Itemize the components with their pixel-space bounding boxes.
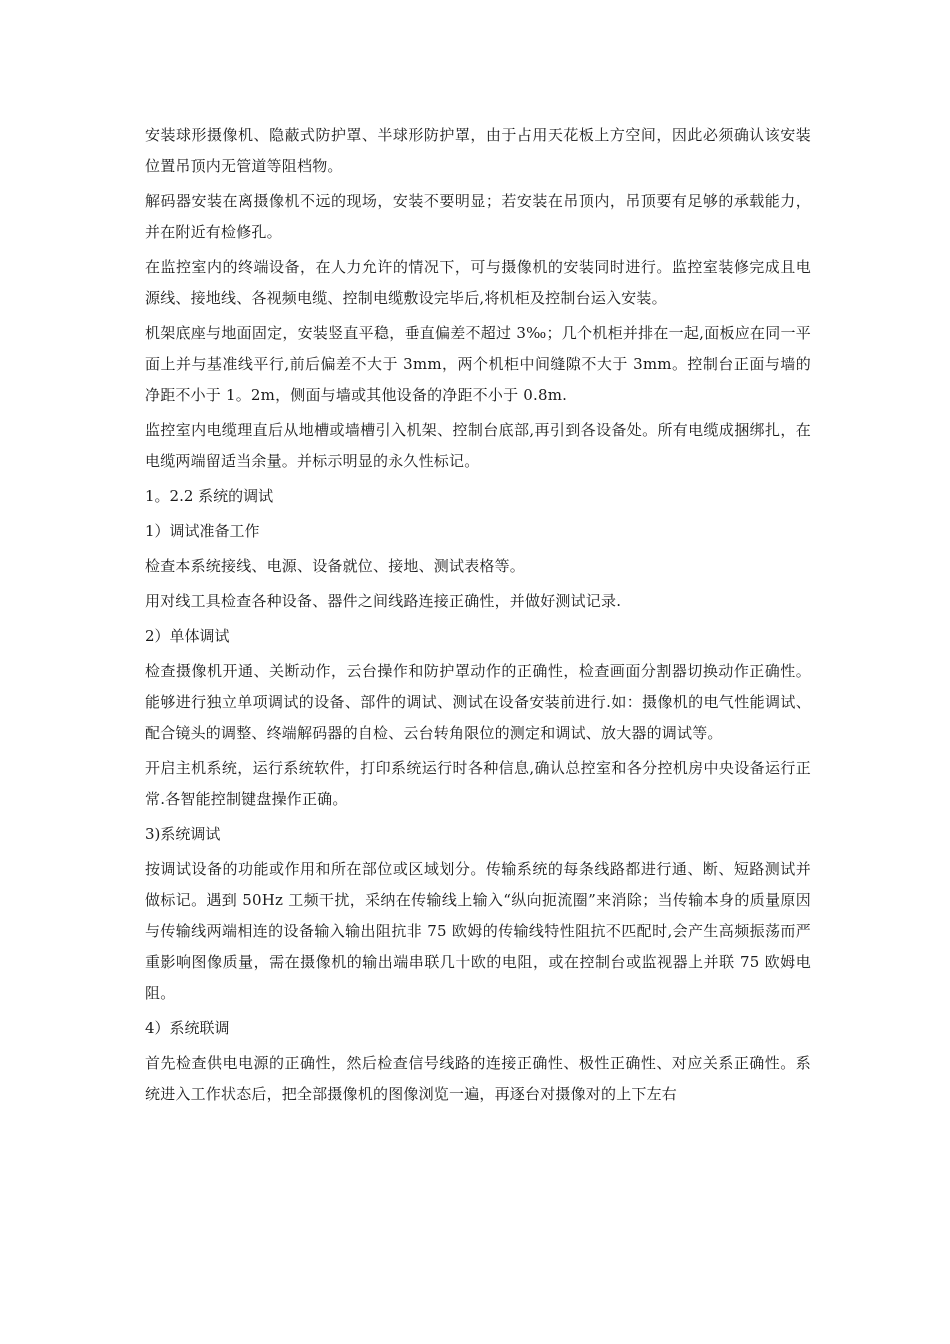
paragraph-power-check: 首先检查供电电源的正确性，然后检查信号线路的连接正确性、极性正确性、对应关系正确性。系统进入工作状态后，把全部摄像机的图像浏览一遍，再逐台对摄像对的上下左右: [145, 1054, 811, 1103]
paragraph-host-system: 开启主机系统，运行系统软件，打印系统运行时各种信息,确认总控室和各分控机房中央设备运行正常.各智能控制键盘操作正确。: [145, 759, 811, 808]
paragraph-camera-check: 检查摄像机开通、关断动作，云台操作和防护罩动作的正确性，检查画面分割器切换动作正确性。能够进行独立单项调试的设备、部件的调试、测试在设备安装前进行.如：摄像机的电气性能调试、配合镜头的调整、终端解码器的自检、云台转角限位的测定和调试、放大器的调试等。: [145, 662, 811, 742]
paragraph-cable-routing: 监控室内电缆理直后从地槽或墙槽引入机架、控制台底部,再引到各设备处。所有电缆成捆绑扎，在电缆两端留适当余量。并标示明显的永久性标记。: [145, 421, 811, 470]
subheading-joint-debugging: 4）系统联调: [145, 1019, 230, 1037]
paragraph-decoder-install: 解码器安装在离摄像机不远的现场，安装不要明显；若安装在吊顶内，吊顶要有足够的承载能力，并在附近有检修孔。: [145, 192, 811, 241]
paragraph-line-test: 用对线工具检查各种设备、器件之间线路连接正确性，并做好测试记录.: [145, 592, 622, 610]
paragraph-check-wiring: 检查本系统接线、电源、设备就位、接地、测试表格等。: [145, 557, 526, 575]
paragraph-rack-base: 机架底座与地面固定，安装竖直平稳，垂直偏差不超过 3‰；几个机柜并排在一起,面板应在同一平面上并与基准线平行,前后偏差不大于 3mm，两个机柜中间缝隙不大于 3mm。控制台正面与墙的净距不小于 1。2m，侧面与墙或其他设备的净距不小于 0.8m.: [145, 324, 811, 404]
paragraph-install-dome-camera: 安装球形摄像机、隐蔽式防护罩、半球形防护罩，由于占用天花板上方空间，因此必须确认该安装位置吊顶内无管道等阻档物。: [145, 126, 811, 175]
subheading-preparation: 1）调试准备工作: [145, 522, 260, 540]
document-body: [145, 120, 811, 1114]
subheading-unit-debugging: 2）单体调试: [145, 627, 230, 645]
paragraph-transmission-test: 按调试设备的功能或作用和所在部位或区域划分。传输系统的每条线路都进行通、断、短路测试并做标记。遇到 50Hz 工频干扰，采纳在传输线上输入“纵向扼流圈”来消除；当传输本身的质量原因与传输线两端相连的设备输入输出阻抗非 75 欧姆的传输线特性阻抗不匹配时,会产生高频振荡而严重影响图像质量，需在摄像机的输出端串联几十欧的电阻，或在控制台或监视器上并联 75 欧姆电阻。: [145, 860, 811, 1002]
paragraph-terminal-equipment: 在监控室内的终端设备，在人力允许的情况下，可与摄像机的安装同时进行。监控室装修完成且电源线、接地线、各视频电缆、控制电缆敷设完毕后,将机柜及控制台运入安装。: [145, 258, 811, 307]
section-heading-system-debugging: 1。2.2 系统的调试: [145, 487, 274, 505]
subheading-system-debugging: 3)系统调试: [145, 825, 221, 843]
